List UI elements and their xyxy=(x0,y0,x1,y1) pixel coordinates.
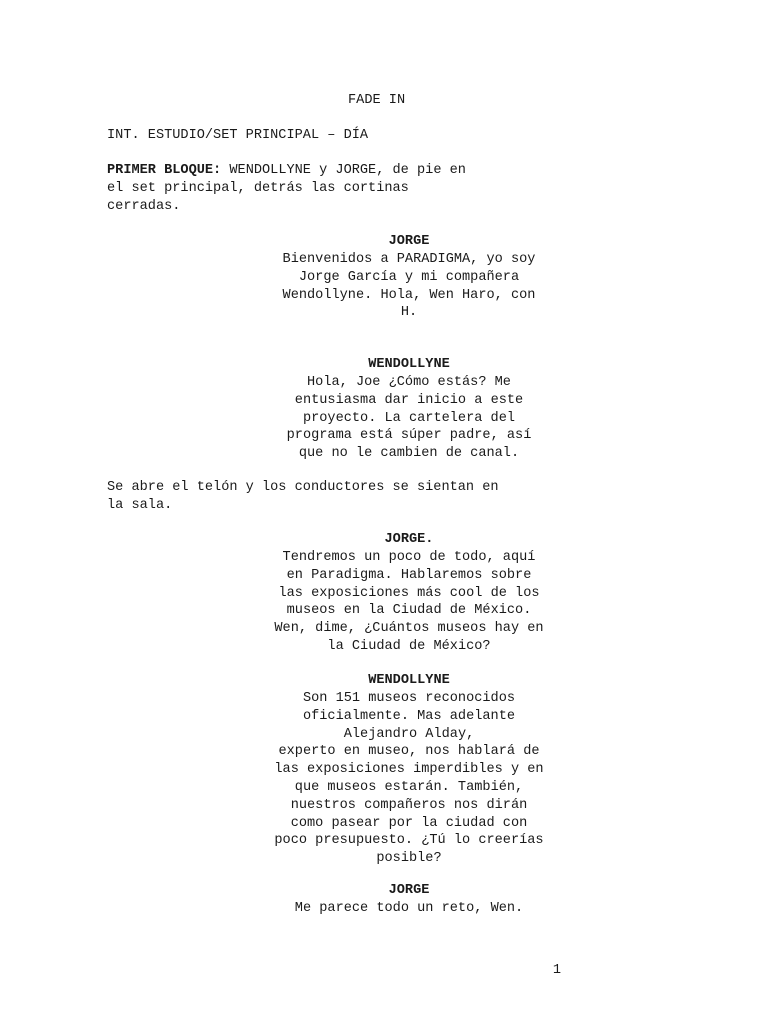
dialogue-line: que museos estarán. También, xyxy=(294,779,524,795)
block-label: PRIMER BLOQUE: xyxy=(107,163,222,178)
dialogue-line: Alejandro Alday, xyxy=(343,726,475,742)
dialogue-line: en Paradigma. Hablaremos sobre xyxy=(286,567,532,583)
dialogue-line: museos en la Ciudad de México. xyxy=(286,603,532,619)
dialogue-line: Jorge García y mi compañera xyxy=(298,269,520,285)
dialogue-line: la Ciudad de México? xyxy=(327,638,491,654)
character-name: JORGE xyxy=(388,883,430,898)
dialogue-line: experto en museo, nos hablará de xyxy=(278,744,540,760)
dialogue-line: Son 151 museos reconocidos xyxy=(302,691,516,706)
action-paragraph-1-line-3: cerradas. xyxy=(107,199,181,214)
dialogue-line: Tendremos un poco de todo, aquí xyxy=(282,550,536,565)
dialogue-block xyxy=(259,374,559,463)
dialogue-line: Wendollyne. Hola, Wen Haro, con xyxy=(282,287,536,303)
dialogue-line: nuestros compañeros nos dirán xyxy=(290,797,528,813)
action-paragraph-1-line-1 xyxy=(107,162,466,180)
dialogue-line: proyecto. La cartelera del xyxy=(302,410,516,426)
dialogue-line: oficialmente. Mas adelante xyxy=(302,708,516,724)
scene-heading: INT. ESTUDIO/SET PRINCIPAL – DÍA xyxy=(107,128,369,143)
character-name: WENDOLLYNE xyxy=(368,673,450,688)
transition-fade-in: FADE IN xyxy=(348,93,406,108)
action-text: WENDOLLYNE y JORGE, de pie en xyxy=(221,163,466,178)
dialogue-line: Wen, dime, ¿Cuántos museos hay en xyxy=(274,621,544,637)
dialogue-block xyxy=(259,251,559,322)
dialogue-line: que no le cambien de canal. xyxy=(298,446,520,462)
character-name: WENDOLLYNE xyxy=(368,357,450,372)
dialogue-line: posible? xyxy=(376,851,442,867)
page-number: 1 xyxy=(552,963,561,978)
dialogue-line: como pasear por la ciudad con xyxy=(290,815,528,831)
dialogue-line: H. xyxy=(400,305,418,321)
action-paragraph-1-line-2: el set principal, detrás las cortinas xyxy=(107,181,409,196)
character-name: JORGE. xyxy=(384,532,434,547)
dialogue-line: las exposiciones más cool de los xyxy=(278,585,540,601)
action-paragraph-2-line-1: Se abre el telón y los conductores se sientan en xyxy=(107,480,499,495)
dialogue-line: programa está súper padre, así xyxy=(286,428,532,444)
dialogue-line: poco presupuesto. ¿Tú lo creerías xyxy=(274,833,544,849)
character-name: JORGE xyxy=(388,234,430,249)
dialogue-line: las exposiciones imperdibles y en xyxy=(274,762,544,778)
action-paragraph-2-line-2: la sala. xyxy=(107,498,173,513)
dialogue-block xyxy=(259,900,559,918)
dialogue-line: entusiasma dar inicio a este xyxy=(294,392,524,408)
dialogue-block xyxy=(259,690,559,868)
dialogue-line: Hola, Joe ¿Cómo estás? Me xyxy=(307,375,511,390)
dialogue-block xyxy=(259,549,559,656)
dialogue-line: Bienvenidos a PARADIGMA, yo soy xyxy=(282,252,536,267)
dialogue-line: Me parece todo un reto, Wen. xyxy=(294,901,524,916)
